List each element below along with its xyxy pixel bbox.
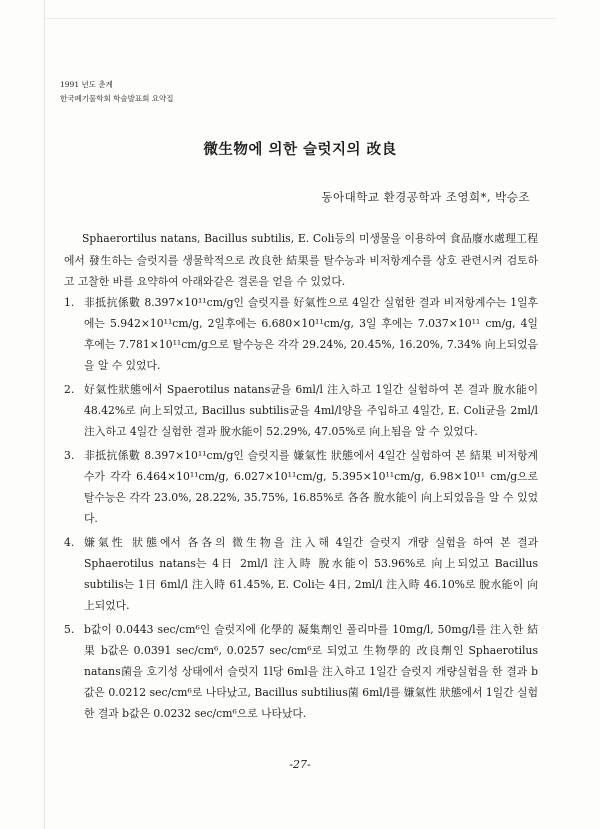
abstract-intro: Sphaerortilus natans, Bacillus subtilis, E. Coli등의 미생물을 이용하여 食品廢水處理工程에서 發生하는 슬럿지를 생물학적으로 改良한 結果를 탈수능과 비저항계수를 상호 관련시켜 검토하고 고찰한 바를 요약하여 아래와같은 결론을 얻을 수 있었다.	[64, 232, 538, 288]
paper-authors: 동아대학교 환경공학과 조영희*, 박승조	[321, 190, 530, 204]
conclusion-number: 4.	[64, 536, 75, 549]
conclusion-number: 5.	[64, 623, 75, 636]
conclusion-item	[64, 445, 538, 529]
conclusion-text: 嫌氣性 狀態에서 各各의 微生物을 注入해 4일간 슬럿지 개량 실험을 하여 본 결과 Sphaerotilus natans는 4日 2ml/l 注入時 脫水能이 53.96%로 向上되었고 Bacillus subtilis는 1日 6ml/l 注入時 61.45%, E. Coli는 4日, 2ml/l 注入時 46.10%로 脫水能이 向上되었다.	[84, 536, 538, 612]
proceedings-header	[60, 78, 173, 106]
header-proceedings: 한국폐기물학회 학술발표회 요약집	[60, 94, 174, 103]
paper-title: 微生物에 의한 슬럿지의 改良	[203, 142, 397, 158]
conclusion-item	[64, 619, 538, 724]
conclusion-list	[64, 292, 538, 727]
conclusion-number: 1.	[64, 296, 75, 309]
conclusion-text: b값이 0.0443 sec/cm⁶인 슬럿지에 化學的 凝集劑인 폴리마를 10mg/l, 50mg/l를 注入한 結果 b값은 0.0391 sec/cm⁶, 0.0257 sec/cm⁶로 되었고 生物學的 改良劑인 Sphaerotilus natans菌을 호기성 상태에서 슬럿지 1l당 6ml을 注入하고 1일간 슬럿지 개량실험을 한 결과 b값은 0.0212 sec/cm⁶로 나타났고, Bacillus subtilius菌 6ml/l를 嫌氣性 狀態에서 1일간 실험한 결과 b값은 0.0232 sec/cm⁶으로 나타났다.	[84, 623, 538, 720]
conclusion-text: 好氣性狀態에서 Spaerotilus natans균을 6ml/l 注入하고 1일간 실험하여 본 결과 脫水能이 48.42%로 向上되었고, Bacillus subtilis균을 4ml/l양을 주입하고 4일간, E. Coli균을 2ml/l 注入하고 4일간 실험한 결과 脫水能이 52.29%, 47.05%로 向上됨을 알 수 있었다.	[84, 383, 538, 438]
conclusion-number: 2.	[64, 383, 75, 396]
conclusion-item	[64, 532, 538, 616]
scan-top-line	[44, 18, 556, 19]
conclusion-text: 非抵抗係數 8.397×10¹¹cm/g인 슬럿지를 嫌氣性 狀態에서 4일간 실험하여 본 結果 비저항계수가 각각 6.464×10¹¹cm/g, 6.027×10¹¹cm/g, 5.395×10¹¹cm/g, 6.98×10¹¹ cm/g으로 탈수능은 각각 23.0%, 28.22%, 35.75%, 16.85%로 各各 脫水能이 向上되었음을 알 수 있었다.	[84, 449, 538, 525]
conclusion-item	[64, 292, 538, 376]
header-year: 1991 년도 춘계	[60, 80, 113, 89]
conclusion-number: 3.	[64, 449, 75, 462]
conclusion-item	[64, 379, 538, 442]
page-number: -27-	[289, 758, 311, 771]
scan-edge-line	[44, 0, 45, 829]
conclusion-text: 非抵抗係數 8.397×10¹¹cm/g인 슬럿지를 好氣性으로 4일간 실험한 결과 비저항계수는 1일후에는 5.942×10¹¹cm/g, 2일후에는 6.680×10¹¹cm/g, 3일 후에는 7.037×10¹¹ cm/g, 4일 후에는 7.781×10¹¹cm/g으로 탈수능은 각각 29.24%, 20.45%, 16.20%, 7.34% 向上되었음을 알 수 있었다.	[84, 296, 538, 372]
